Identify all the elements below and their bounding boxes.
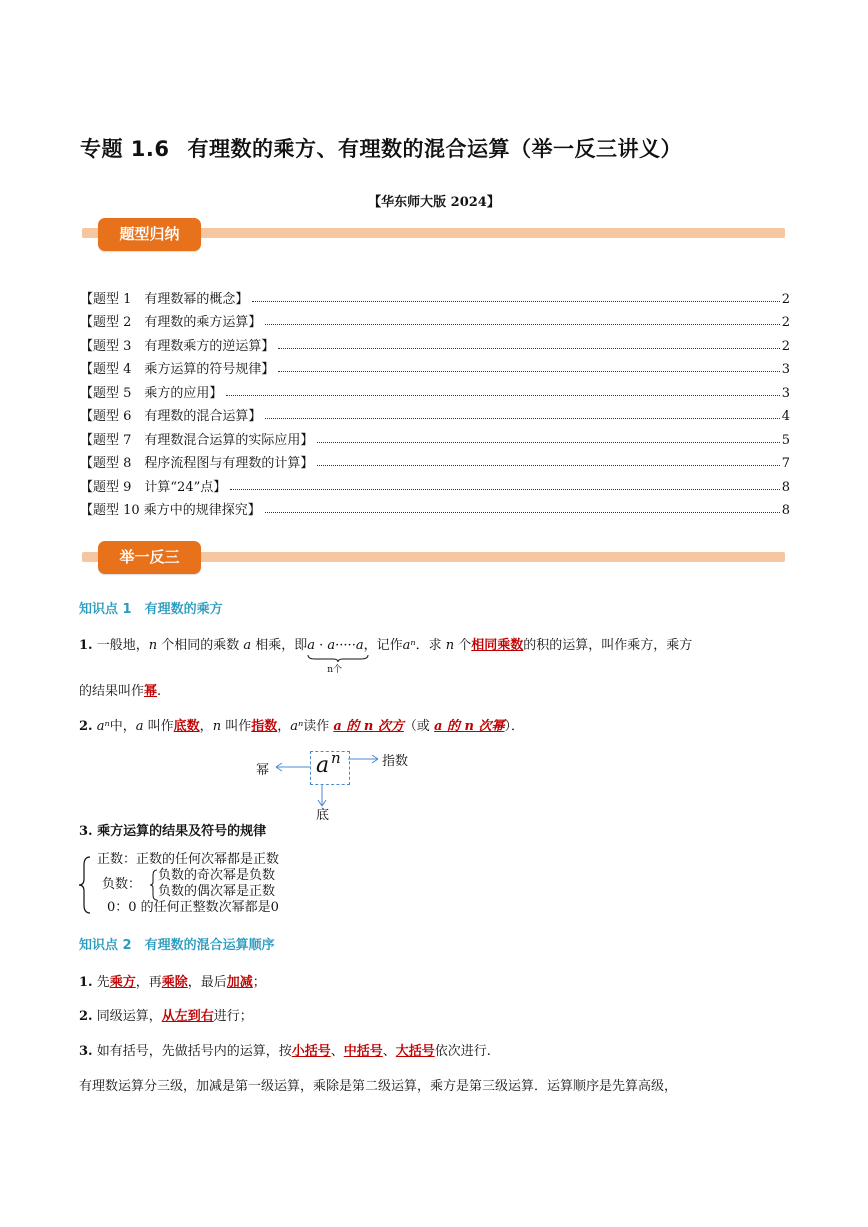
toc-label: 【题型 10 乘方中的规律探究】: [80, 503, 261, 518]
toc-label: 【题型 7 有理数混合运算的实际应用】: [80, 432, 314, 448]
toc-label: 【题型 4 乘方运算的符号规律】: [80, 362, 275, 377]
kp2-paragraph-2: 2. 同级运算，从左到右进行；: [79, 1009, 253, 1024]
diagram-arrows: [270, 750, 385, 810]
toc-row[interactable]: [80, 330, 790, 354]
diagram-base-letter: a: [316, 753, 330, 778]
kp1-paragraph-3-title: 3. 乘方运算的结果及符号的规律: [79, 824, 267, 839]
diagram-label-exponent: 指数: [382, 754, 409, 769]
blank-read-as-alt: a 的 n 次幂: [434, 719, 505, 734]
toc-row[interactable]: [80, 495, 790, 519]
toc-leader-dots: [252, 301, 779, 302]
blank-read-as: a 的 n 次方: [333, 719, 404, 734]
kp1-paragraph-1: 1. 一般地，n 个相同的乘数 a 相乘，即a · a·····a n个 ，记作aⁿ．求 n 个相同乘数的积的运算，叫作乘方，乘方: [79, 638, 693, 675]
toc-leader-dots: [265, 324, 779, 325]
toc-leader-dots: [230, 489, 779, 490]
rule-zero: 0：0 的任何正整数次幂都是0: [107, 900, 279, 915]
left-brace-icon: [78, 855, 92, 915]
blank-power: 幂: [144, 684, 158, 699]
diagram-label-power: 幂: [256, 763, 270, 778]
kp2-paragraph-3: 3. 如有括号，先做括号内的运算，按小括号、中括号、大括号依次进行.: [79, 1044, 491, 1059]
rule-positive: 正数：正数的任何次幂都是正数: [97, 852, 280, 867]
toc-label: 【题型 8 程序流程图与有理数的计算】: [80, 456, 314, 471]
toc-label: 【题型 9 计算“24”点】: [80, 479, 227, 495]
toc-row[interactable]: [80, 354, 790, 378]
section-banner-1: 题型归纳: [98, 218, 201, 251]
section-banner-2: 举一反三: [98, 541, 201, 574]
toc-leader-dots: [317, 442, 779, 443]
knowledge-point-2-title: 知识点 2 有理数的混合运算顺序: [79, 938, 275, 953]
page-title: [80, 133, 682, 163]
edition-label: 【华东师大版 2024】: [368, 195, 500, 210]
kp1-paragraph-1-line-2: 的结果叫作幂.: [79, 684, 162, 699]
toc-page-number: 3: [781, 362, 790, 377]
toc-leader-dots: [265, 418, 779, 419]
toc-page-number: 2: [781, 338, 790, 354]
toc-row[interactable]: [80, 283, 790, 307]
underbrace-product: a · a·····a n个: [307, 636, 363, 656]
rule-negative-even: 负数的偶次幂是正数: [158, 884, 276, 899]
diagram-exponent-letter: n: [331, 749, 341, 767]
toc-label: 【题型 5 乘方的应用】: [80, 385, 223, 401]
kp2-paragraph-4: 有理数运算分三级，加减是第一级运算，乘除是第二级运算，乘方是第三级运算．运算顺序是先算高级，: [79, 1079, 678, 1094]
toc-row[interactable]: [80, 377, 790, 401]
title-text: 有理数的乘方、有理数的混合运算（举一反三讲义）: [187, 137, 683, 161]
toc-label: 【题型 6 有理数的混合运算】: [80, 409, 262, 424]
blank-exponent: 指数: [251, 719, 278, 734]
blank-base: 底数: [173, 719, 200, 734]
diagram-label-base: 底: [316, 808, 330, 823]
toc-leader-dots: [265, 512, 780, 513]
toc-page-number: 4: [781, 409, 790, 424]
toc-label: 【题型 3 有理数乘方的逆运算】: [80, 338, 275, 354]
rule-negative-odd: 负数的奇次幂是负数: [158, 868, 276, 883]
toc-row[interactable]: [80, 448, 790, 472]
blank-same-factor: 相同乘数: [471, 638, 524, 653]
kp2-paragraph-1: 1. 先乘方，再乘除，最后加减；: [79, 975, 266, 990]
kp1-paragraph-2: 2. aⁿ中，a 叫作底数，n 叫作指数，aⁿ读作 a 的 n 次方（或 a 的 n 次幂）．: [79, 719, 524, 734]
rule-negative-label: 负数：: [102, 877, 142, 892]
toc-page-number: 2: [781, 291, 790, 307]
toc-page-number: 8: [781, 503, 790, 518]
toc-page-number: 5: [781, 432, 790, 448]
toc-leader-dots: [278, 348, 779, 349]
toc-leader-dots: [317, 465, 779, 466]
toc-label: 【题型 1 有理数幂的概念】: [80, 291, 249, 307]
table-of-contents: [80, 283, 790, 518]
toc-row[interactable]: [80, 471, 790, 495]
knowledge-point-1-title: 知识点 1 有理数的乘方: [79, 602, 223, 617]
toc-row[interactable]: [80, 424, 790, 448]
toc-page-number: 8: [781, 479, 790, 495]
toc-page-number: 3: [781, 385, 790, 401]
toc-label: 【题型 2 有理数的乘方运算】: [80, 315, 262, 330]
toc-row[interactable]: [80, 401, 790, 425]
title-number: 专题 1.6: [80, 137, 170, 161]
toc-leader-dots: [278, 371, 779, 372]
toc-row[interactable]: [80, 307, 790, 331]
toc-page-number: 2: [781, 315, 790, 330]
toc-leader-dots: [226, 395, 779, 396]
toc-page-number: 7: [781, 456, 790, 471]
